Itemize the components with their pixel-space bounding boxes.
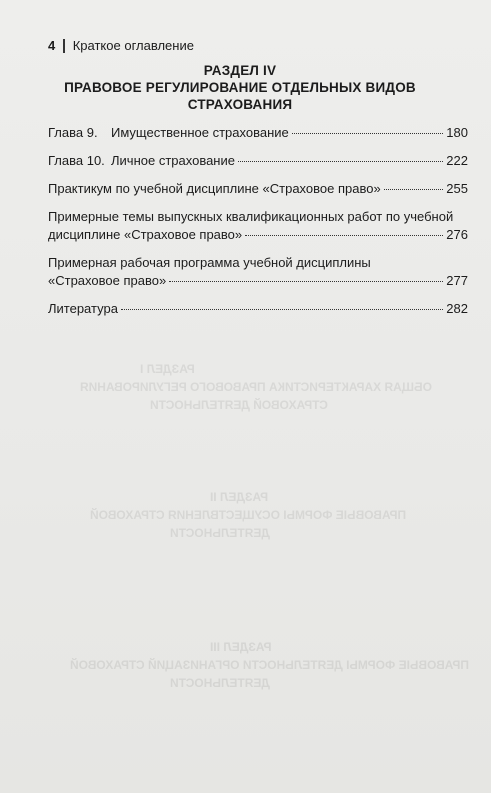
bleed-through-text: РАЗДЕЛ III: [210, 640, 272, 654]
dot-leader: [384, 189, 444, 190]
header-divider: [63, 39, 65, 53]
toc-entry[interactable]: [48, 152, 468, 170]
toc-entry[interactable]: [48, 254, 468, 290]
toc-title-line2: «Страховое право»: [48, 273, 167, 288]
bleed-through-text: ОБЩАЯ ХАРАКТЕРИСТИКА ПРАВОВОГО РЕГУЛИРОВАНИЯ: [80, 380, 432, 394]
toc-title: Имущественное страхование: [111, 125, 289, 140]
toc-page-number: 255: [446, 181, 468, 196]
table-of-contents: [48, 124, 468, 318]
toc-page-number: 282: [446, 301, 468, 316]
toc-title: Литература: [48, 301, 118, 316]
running-title: Краткое оглавление: [72, 38, 194, 53]
toc-page-number: 222: [446, 153, 468, 168]
bleed-through-text: ПРАВОВЫЕ ФОРМЫ ОСУЩЕСТВЛЕНИЯ СТРАХОВОЙ: [90, 508, 407, 522]
dot-leader: [121, 309, 443, 310]
toc-title: Практикум по учебной дисциплине «Страховое право»: [48, 181, 381, 196]
bleed-through-text: ДЕЯТЕЛЬНОСТИ: [170, 526, 270, 540]
dot-leader: [245, 235, 443, 236]
section-title-line2: СТРАХОВАНИЯ: [187, 97, 293, 112]
page-number: 4: [48, 38, 56, 53]
toc-page-number: 277: [446, 273, 468, 288]
bleed-through-text: РАЗДЕЛ I: [140, 362, 195, 376]
toc-entry[interactable]: [48, 124, 468, 142]
bleed-through-text: ПРАВОВЫЕ ФОРМЫ ДЕЯТЕЛЬНОСТИ ОРГАНИЗАЦИЙ СТРАХОВОЙ: [70, 658, 469, 672]
toc-title: Личное страхование: [111, 153, 235, 168]
section-heading: [60, 62, 420, 113]
section-title-line1: ПРАВОВОЕ РЕГУЛИРОВАНИЕ ОТДЕЛЬНЫХ ВИДОВ: [64, 80, 416, 95]
toc-page-number: 180: [446, 125, 468, 140]
toc-chapter-number: Глава 10.: [48, 153, 105, 168]
toc-chapter-number: Глава 9.: [48, 125, 98, 140]
dot-leader: [292, 133, 444, 134]
toc-title-line2: дисциплине «Страховое право»: [48, 227, 243, 242]
dot-leader: [238, 161, 443, 162]
toc-entry[interactable]: [48, 208, 468, 244]
toc-title-line1: Примерные темы выпускных квалификационных работ по учебной: [48, 209, 454, 224]
toc-page-number: 276: [446, 227, 468, 242]
bleed-through-text: СТРАХОВОЙ ДЕЯТЕЛЬНОСТИ: [150, 398, 328, 412]
section-label: РАЗДЕЛ IV: [203, 63, 277, 78]
toc-title-line1: Примерная рабочая программа учебной дисциплины: [48, 255, 371, 270]
bleed-through-text: РАЗДЕЛ II: [210, 490, 269, 504]
toc-entry[interactable]: [48, 180, 468, 198]
bleed-through-text: ДЕЯТЕЛЬНОСТИ: [170, 676, 270, 690]
toc-entry[interactable]: [48, 300, 468, 318]
page-header: [48, 38, 194, 53]
dot-leader: [169, 281, 443, 282]
